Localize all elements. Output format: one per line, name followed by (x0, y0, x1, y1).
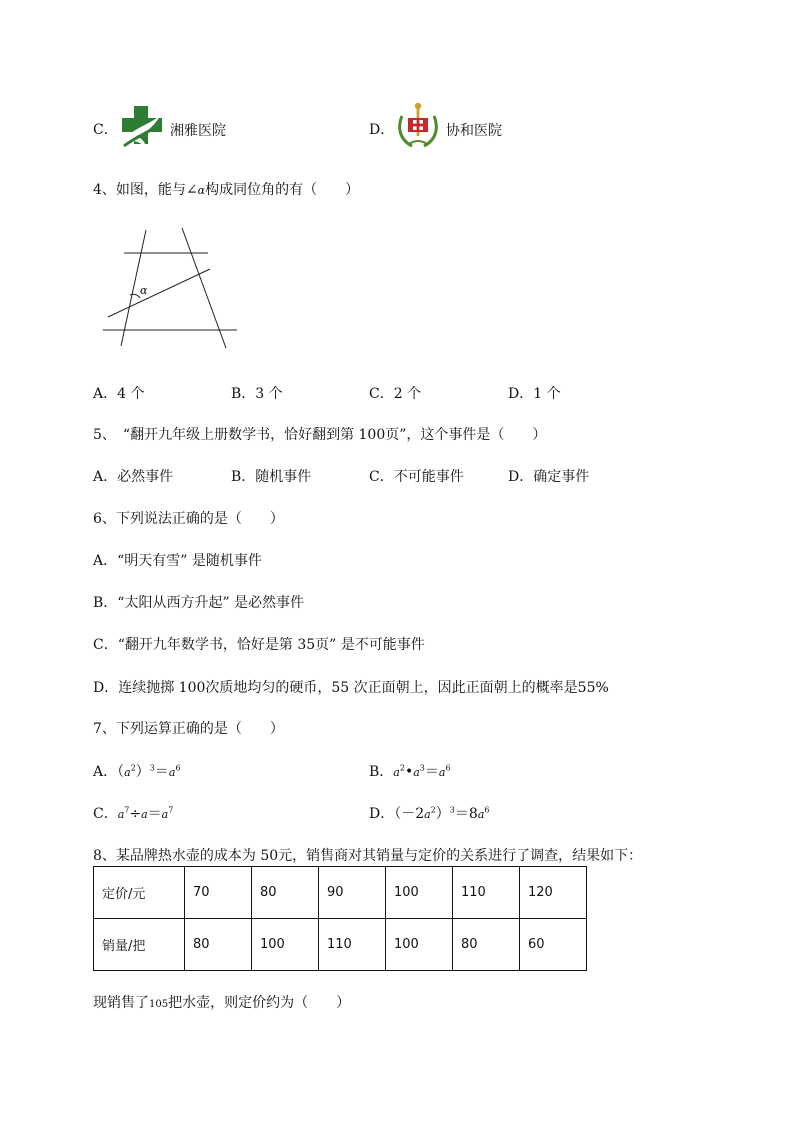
q7-stem: 7、下列运算正确的是（ ） (93, 721, 284, 737)
q4-stem-suffix: 构成同位角的有（ ） (205, 182, 360, 198)
q7-a-text2: ＝ (154, 764, 169, 780)
q8-follow-number: 105 (149, 999, 169, 1010)
table-cell: 60 (520, 919, 587, 971)
q7-d-base1: a (424, 808, 431, 821)
q4-option-d: D．1 个 (508, 386, 561, 402)
q7-option-d (369, 803, 489, 823)
q7-d-label: D．（－2 (369, 806, 425, 822)
xiangya-hospital-logo (120, 104, 172, 150)
q7-a-exp2: 3 (149, 763, 155, 773)
q7-d-exp1: 2 (430, 805, 436, 815)
q7-d-exp2: 3 (449, 805, 455, 815)
q5-option-a: A．必然事件 (93, 469, 174, 485)
q7-c-base3: a (161, 808, 169, 821)
table-cell: 120 (520, 867, 587, 919)
q7-a-exp3: 6 (175, 763, 181, 773)
q6-option-d: D．连续抛掷 100次质地均匀的硬币，55 次正面朝上，因此正面朝上的概率是55% (93, 680, 609, 696)
q7-b-base2: a (413, 766, 420, 779)
q7-a-base2: a (168, 766, 176, 779)
q5-option-b: B．随机事件 (231, 469, 312, 485)
q7-b-exp1: 2 (399, 763, 405, 773)
q7-b-exp3: 6 (445, 763, 451, 773)
q3-option-c-label: C． (93, 122, 118, 138)
q4-stem-alpha: α (197, 184, 206, 197)
q4-option-c: C．2 个 (369, 386, 422, 402)
q7-c-base2: a (141, 808, 148, 821)
q4-geometry-figure (98, 224, 244, 352)
table-row-price (94, 867, 587, 919)
table-cell: 80 (185, 919, 252, 971)
q7-d-base2: a (477, 808, 485, 821)
q7-c-label: C． (93, 806, 118, 822)
q7-a-label: A．（ (93, 764, 125, 780)
q7-b-text2: ＝ (424, 764, 439, 780)
q3-option-d-label: D． (369, 122, 395, 138)
table-row-sales (94, 919, 587, 971)
table-cell: 100 (386, 867, 453, 919)
q7-d-text1: ） (435, 806, 450, 822)
q7-b-base1: a (393, 766, 400, 779)
q6-option-a: A．“明天有雪” 是随机事件 (93, 553, 262, 569)
q7-option-b (369, 761, 451, 781)
q8-follow-prefix: 现销售了 (93, 995, 149, 1011)
q6-option-b: B．“太阳从西方升起” 是必然事件 (93, 595, 305, 611)
q6-stem: 6、下列说法正确的是（ ） (93, 511, 284, 527)
q7-a-exp1: 2 (130, 763, 136, 773)
peking-union-hospital-logo (396, 100, 440, 150)
q7-b-label: B． (369, 764, 394, 780)
table-cell: 100 (252, 919, 319, 971)
q7-c-text1: ÷ (129, 806, 142, 822)
q7-option-a (93, 761, 181, 781)
q7-c-exp1: 7 (124, 805, 130, 815)
q3-option-d-text: 协和医院 (446, 123, 502, 139)
table-cell: 80 (252, 867, 319, 919)
q4-option-a: A．4 个 (93, 386, 145, 402)
q7-c-base1: a (117, 808, 125, 821)
q7-a-text1: ） (135, 764, 150, 780)
q4-option-b: B．3 个 (231, 386, 283, 402)
table-cell: 90 (319, 867, 386, 919)
q3-option-c-text: 湘雅医院 (170, 123, 226, 139)
table-cell: 100 (386, 919, 453, 971)
q8-follow-up (93, 992, 350, 1012)
q7-d-text2: ＝8 (454, 806, 478, 822)
q5-stem: 5、 “翻开九年级上册数学书，恰好翻到第 100页”，这个事件是（ ） (93, 427, 547, 443)
q6-option-c: C．“翻开九年数学书，恰好是第 35页” 是不可能事件 (93, 637, 425, 653)
q4-stem-prefix: 4、如图，能与∠ (93, 182, 198, 198)
table-cell: 110 (453, 867, 520, 919)
q4-stem (93, 179, 359, 199)
table-cell: 110 (319, 919, 386, 971)
table-header-price: 定价/元 (94, 867, 185, 919)
table-header-sales: 销量/把 (94, 919, 185, 971)
q7-d-exp3: 6 (484, 805, 490, 815)
q7-a-base1: a (124, 766, 131, 779)
q7-c-exp3: 7 (168, 805, 174, 815)
q7-c-text2: ＝ (147, 806, 162, 822)
q8-price-sales-table (93, 866, 587, 971)
table-cell: 80 (453, 919, 520, 971)
q7-option-c (93, 803, 173, 823)
table-cell: 70 (185, 867, 252, 919)
q7-b-base3: a (438, 766, 446, 779)
q5-option-c: C．不可能事件 (369, 469, 464, 485)
figure-line-transversal (108, 269, 210, 317)
q8-stem: 8、某品牌热水壶的成本为 50元，销售商对其销量与定价的关系进行了调查，结果如下： (93, 848, 643, 864)
figure-angle-label: α (140, 284, 148, 297)
q5-option-d: D．确定事件 (508, 469, 590, 485)
q7-b-text1: • (404, 764, 414, 780)
q7-b-exp2: 3 (419, 763, 425, 773)
q8-follow-suffix: 把水壶，则定价约为（ ） (168, 995, 351, 1011)
